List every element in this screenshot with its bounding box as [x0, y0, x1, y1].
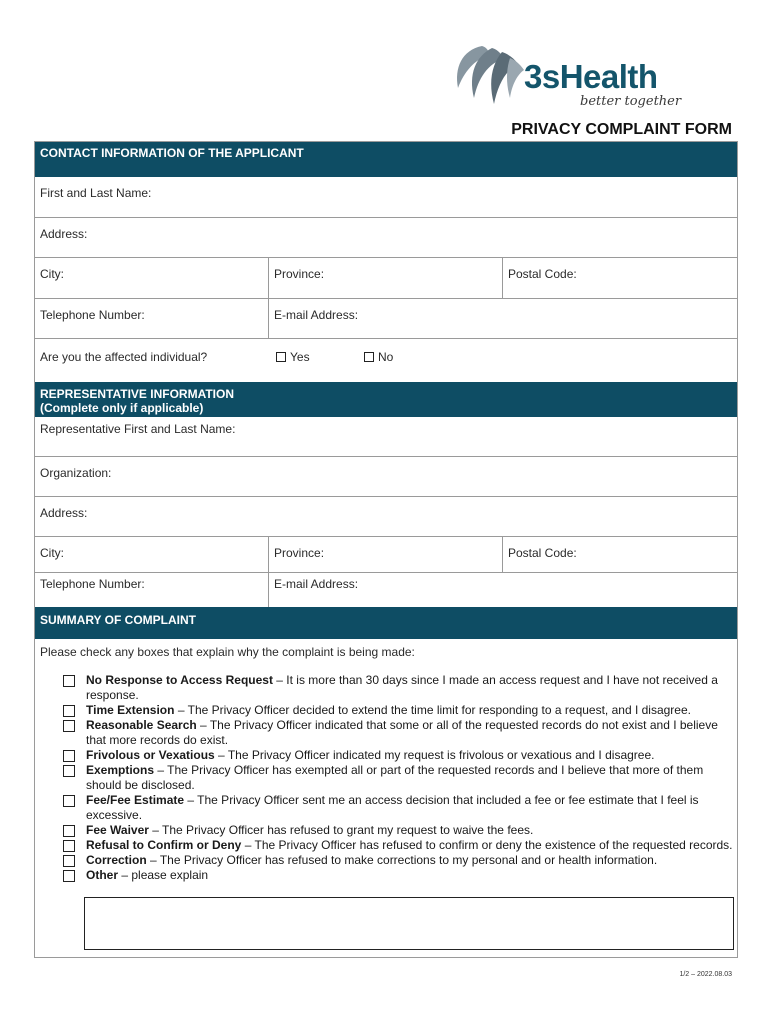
rep-province-field[interactable]: [268, 537, 502, 572]
complaint-reason-title: Exemptions: [86, 763, 155, 777]
page-title: PRIVACY COMPLAINT FORM: [511, 121, 732, 138]
complaint-reason-title: Time Extension: [86, 703, 175, 717]
complaint-reason-text: – The Privacy Officer sent me an access decision that included a fee or fee estimate that I feel is excessive.: [86, 793, 699, 822]
complaint-reason-text: – The Privacy Officer has exempted all or part of the requested records and I believe that more of them should be disclosed.: [86, 763, 704, 792]
rep-postal-field[interactable]: [502, 537, 737, 572]
no-checkbox[interactable]: [364, 352, 374, 362]
rep-contact-row: [35, 573, 737, 607]
yes-checkbox[interactable]: [276, 352, 286, 362]
complaint-reason-title: Fee Waiver: [86, 823, 149, 837]
complaint-reason-checkbox[interactable]: [63, 720, 75, 732]
rep-email-field[interactable]: [268, 573, 737, 607]
contact-header-text: CONTACT INFORMATION OF THE APPLICANT: [40, 146, 304, 160]
complaint-reason-item[interactable]: [63, 703, 733, 718]
applicant-email-label: E-mail Address:: [274, 308, 359, 322]
rep-province-label: Province:: [274, 546, 325, 560]
complaint-reason-text: – please explain: [118, 868, 209, 882]
summary-instruction: Please check any boxes that explain why the complaint is being made:: [40, 645, 415, 659]
applicant-city-row: [35, 258, 737, 299]
rep-org-field[interactable]: [35, 457, 737, 496]
applicant-name-row[interactable]: [35, 177, 737, 218]
applicant-city-field[interactable]: [35, 258, 268, 298]
complaint-reason-checkbox[interactable]: [63, 765, 75, 777]
swirl-logo-icon: [452, 42, 527, 106]
applicant-email-field[interactable]: [268, 299, 737, 338]
rep-org-row[interactable]: [35, 457, 737, 497]
representative-section-header: [35, 382, 737, 417]
contact-section-header: [35, 142, 737, 177]
complaint-reason-checkbox[interactable]: [63, 750, 75, 762]
yes-label: Yes: [290, 350, 310, 364]
applicant-address-label: Address:: [40, 227, 88, 241]
rep-name-row[interactable]: [35, 417, 737, 457]
rep-phone-label: Telephone Number:: [40, 577, 145, 591]
rep-address-label: Address:: [40, 506, 88, 520]
complaint-reason-text: – The Privacy Officer has refused to grant my request to waive the fees.: [148, 823, 534, 837]
complaint-reason-item[interactable]: [63, 763, 733, 793]
complaint-reason-text: – The Privacy Officer has refused to confirm or deny the existence of the requested records.: [241, 838, 733, 852]
applicant-postal-label: Postal Code:: [508, 267, 577, 281]
complaint-reason-text: – The Privacy Officer indicated that some or all of the requested records do not exist and I believe that more records do exist.: [86, 718, 718, 747]
applicant-address-row[interactable]: [35, 218, 737, 258]
rep-city-field[interactable]: [35, 537, 268, 572]
yes-option[interactable]: [276, 350, 310, 364]
applicant-contact-row: [35, 299, 737, 339]
company-logo: [452, 42, 692, 112]
rep-phone-field[interactable]: [35, 573, 268, 607]
complaint-form: [34, 141, 738, 958]
complaint-reason-title: Other: [86, 868, 119, 882]
complaint-reason-checkbox[interactable]: [63, 825, 75, 837]
rep-email-label: E-mail Address:: [274, 577, 359, 591]
complaint-reason-item[interactable]: [63, 718, 733, 748]
complaint-reason-text: – The Privacy Officer indicated my request is frivolous or vexatious and I disagree.: [214, 748, 655, 762]
brand-name: 3sHealth: [524, 58, 658, 95]
page-footer: 1/2 – 2022.08.03: [679, 971, 732, 978]
no-option[interactable]: [364, 350, 393, 364]
no-label: No: [378, 350, 394, 364]
complaint-reason-checkbox[interactable]: [63, 795, 75, 807]
rep-org-label: Organization:: [40, 466, 112, 480]
complaint-reason-item[interactable]: [63, 853, 733, 868]
complaint-reason-item[interactable]: [63, 673, 733, 703]
rep-name-field[interactable]: [35, 417, 737, 456]
complaint-reason-title: Refusal to Confirm or Deny: [86, 838, 242, 852]
complaint-reason-item[interactable]: [63, 868, 733, 883]
applicant-province-label: Province:: [274, 267, 325, 281]
complaint-reason-text: – The Privacy Officer decided to extend the time limit for responding to a request, and I disagree.: [174, 703, 691, 717]
complaint-reason-title: Correction: [86, 853, 147, 867]
representative-subheader-text: (Complete only if applicable): [40, 401, 204, 415]
rep-city-row: [35, 537, 737, 573]
applicant-phone-field[interactable]: [35, 299, 268, 338]
complaint-reason-title: Reasonable Search: [86, 718, 197, 732]
applicant-name-label: First and Last Name:: [40, 186, 152, 200]
affected-question: Are you the affected individual?: [40, 350, 208, 364]
complaint-reason-checkbox[interactable]: [63, 705, 75, 717]
summary-header-text: SUMMARY OF COMPLAINT: [40, 613, 196, 627]
complaint-reason-checkbox[interactable]: [63, 675, 75, 687]
brand-tagline: better together: [580, 94, 682, 109]
rep-postal-label: Postal Code:: [508, 546, 577, 560]
representative-header-text: REPRESENTATIVE INFORMATION: [40, 387, 235, 401]
complaint-reason-item[interactable]: [63, 793, 733, 823]
applicant-province-field[interactable]: [268, 258, 502, 298]
rep-city-label: City:: [40, 546, 64, 560]
complaint-reason-text: – The Privacy Officer has refused to make corrections to my personal and or health information.: [146, 853, 658, 867]
complaint-reason-title: Fee/Fee Estimate: [86, 793, 185, 807]
complaint-reasons-list: [63, 673, 733, 883]
rep-address-row[interactable]: [35, 497, 737, 537]
complaint-reason-text: – It is more than 30 days since I made an access request and I have not received a response.: [86, 673, 718, 702]
complaint-reason-checkbox[interactable]: [63, 840, 75, 852]
applicant-postal-field[interactable]: [502, 258, 737, 298]
complaint-reason-title: No Response to Access Request: [86, 673, 273, 687]
applicant-phone-label: Telephone Number:: [40, 308, 145, 322]
complaint-reason-checkbox[interactable]: [63, 870, 75, 882]
affected-individual-row: [35, 339, 737, 382]
applicant-address-field[interactable]: [35, 218, 737, 257]
summary-section-header: [35, 607, 737, 639]
complaint-reason-title: Frivolous or Vexatious: [86, 748, 215, 762]
complaint-reason-checkbox[interactable]: [63, 855, 75, 867]
complaint-reason-item[interactable]: [63, 823, 733, 838]
complaint-reason-item[interactable]: [63, 838, 733, 853]
applicant-city-label: City:: [40, 267, 64, 281]
rep-address-field[interactable]: [35, 497, 737, 536]
rep-name-label: Representative First and Last Name:: [40, 422, 236, 436]
applicant-name-field[interactable]: [35, 177, 737, 217]
complaint-reason-item[interactable]: [63, 748, 733, 763]
other-explanation-textarea[interactable]: [84, 897, 734, 950]
